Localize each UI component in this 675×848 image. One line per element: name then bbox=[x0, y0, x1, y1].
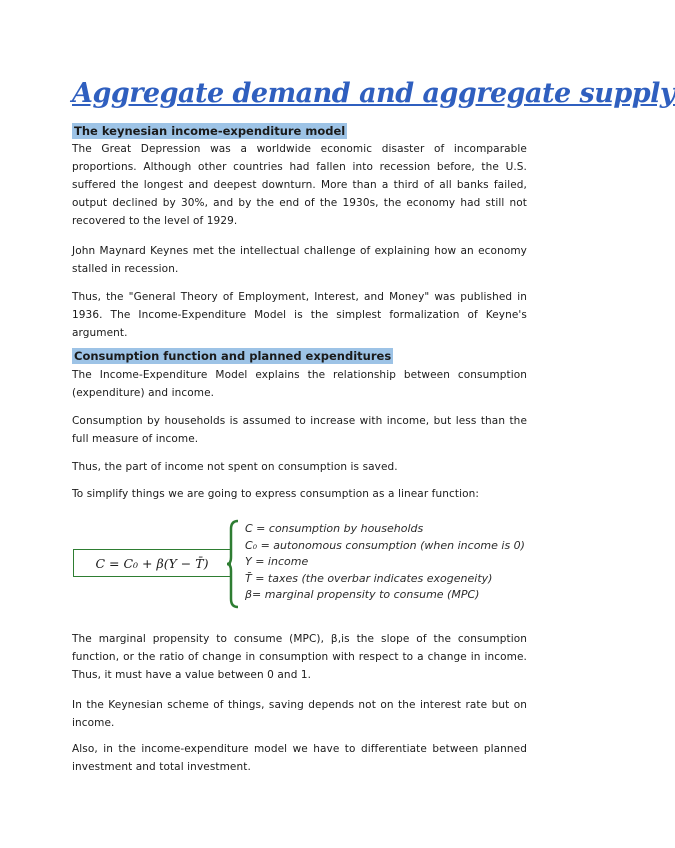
paragraph-general-theory: Thus, the "General Theory of Employment, Interest, and Money" was published in 1936. The Income-Expenditure Model is the simplest formalization of Keyne's argument. bbox=[72, 291, 527, 339]
definition-item: β= marginal propensity to consume (MPC) bbox=[245, 588, 480, 601]
section-heading-consumption-function: Consumption function and planned expenditures bbox=[74, 349, 392, 363]
paragraph-great-depression: The Great Depression was a worldwide economic disaster of incomparable proportions. Although other countries had fallen into recession before, the U.S. suffered the longest and deepest downturn. More than a third of all banks failed, output declined by 30%, and by the end of the 1930s, the economy had still not recovered to the level of 1929. bbox=[72, 143, 527, 227]
paragraph-saving: Thus, the part of income not spent on consumption is saved. bbox=[72, 461, 398, 473]
paragraph-keynes: John Maynard Keynes met the intellectual challenge of explaining how an economy stalled in recession. bbox=[72, 245, 527, 275]
definition-item: C₀ = autonomous consumption (when income is 0) bbox=[245, 538, 525, 552]
definitions-list bbox=[245, 521, 525, 604]
brace-icon bbox=[226, 519, 240, 609]
paragraph-planned-investment: Also, in the income-expenditure model we have to differentiate between planned investment and total investment. bbox=[72, 743, 527, 773]
paragraph-mpc: The marginal propensity to consume (MPC), β,is the slope of the consumption function, or the ratio of change in consumption with respect to a change in income. Thus, it must have a value between 0 and 1. bbox=[72, 633, 527, 681]
paragraph-consumption-households: Consumption by households is assumed to increase with income, but less than the full measure of income. bbox=[72, 415, 527, 445]
paragraph-income-expenditure: The Income-Expenditure Model explains the relationship between consumption (expenditure) and income. bbox=[72, 369, 527, 399]
paragraph-linear-function: To simplify things we are going to express consumption as a linear function: bbox=[72, 488, 480, 500]
page-title: Aggregate demand and aggregate supply bbox=[72, 78, 675, 109]
definition-item: C = consumption by households bbox=[245, 522, 424, 535]
consumption-formula-box bbox=[73, 549, 231, 577]
definition-item: T̄ = taxes (the overbar indicates exogeneity) bbox=[245, 571, 493, 585]
section-heading-keynesian-model: The keynesian income-expenditure model bbox=[74, 124, 346, 138]
paragraph-saving-interest: In the Keynesian scheme of things, saving depends not on the interest rate but on income. bbox=[72, 699, 527, 729]
consumption-formula: C = C₀ + β(Y − T̄) bbox=[95, 555, 209, 571]
definition-item: Y = income bbox=[245, 555, 309, 568]
